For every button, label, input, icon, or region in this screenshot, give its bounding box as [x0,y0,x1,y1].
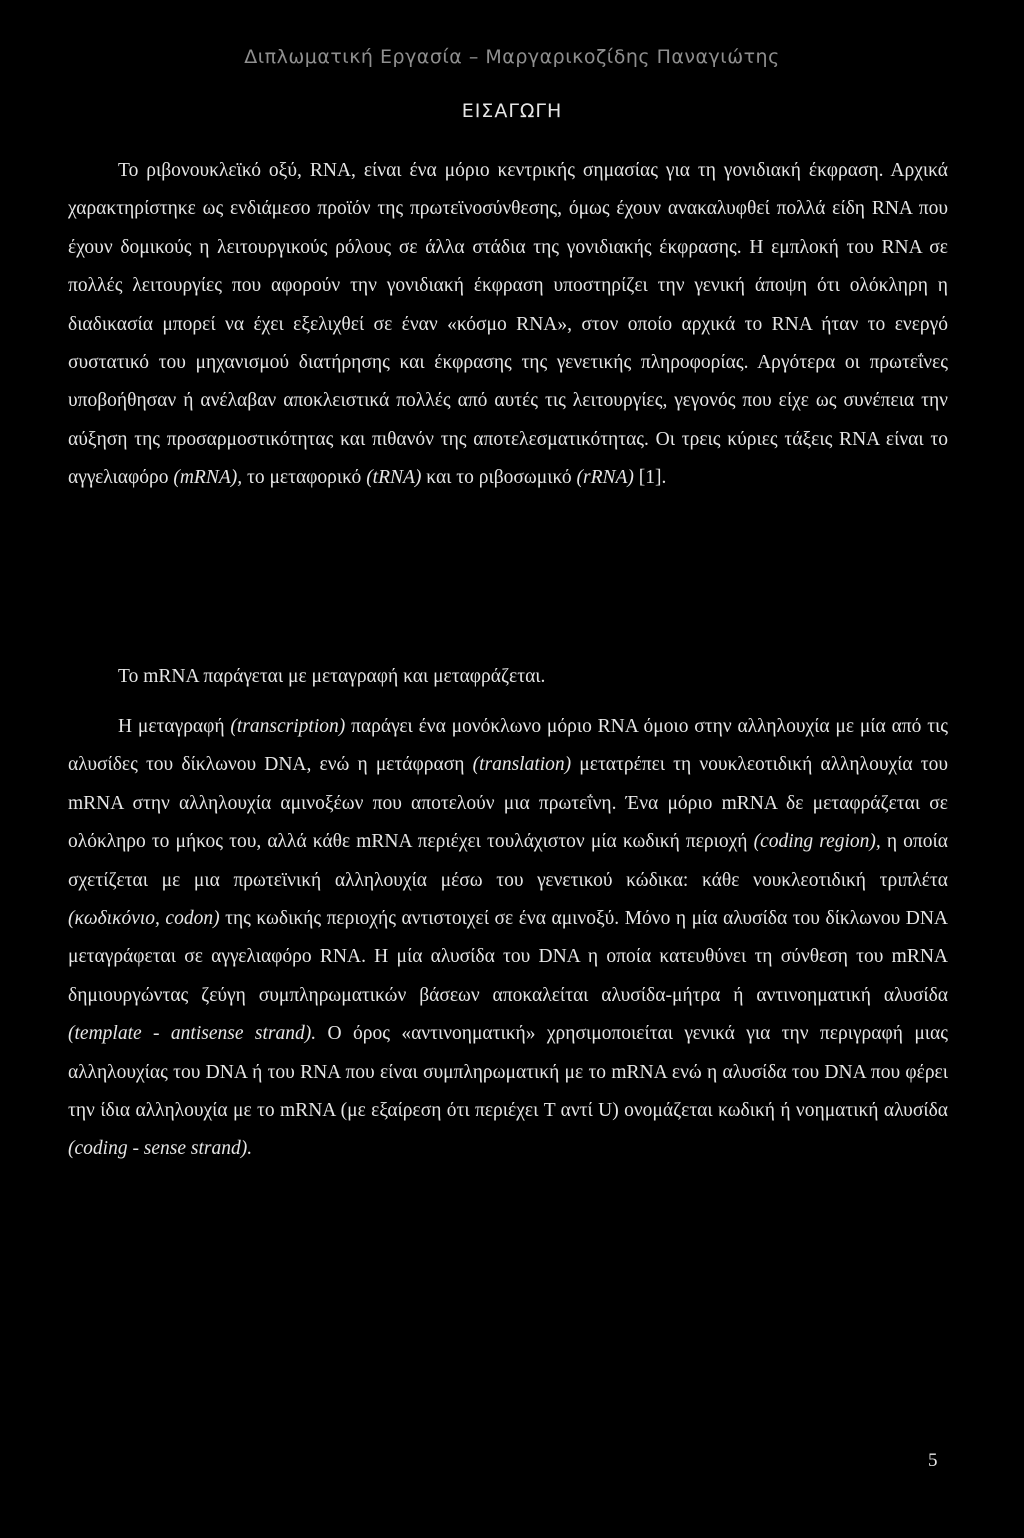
p2-text-6: Ο όρος «αντινοηματική» χρησιμοποιείται γενικά για την περιγραφή μιας αλληλουχίας του DNA ή του RNA που είναι συμπληρωματική με το mRNA ενώ η αλυσίδα του DNA που φέρει την ίδια αλληλουχία με το mRNA (με εξαίρεση ότι περιέχει T αντί U) ονομάζεται κωδική ή νοηματική αλυσίδα [68,1023,948,1122]
section-title: ΕΙΣΑΓΩΓΗ [461,100,563,122]
p2-text-1: Η μεταγραφή [118,716,231,737]
term-coding-region: (coding region), [753,831,881,853]
term-rrna: (rRNA) [576,467,634,489]
p1-text-2: το μεταφορικό [242,467,367,489]
p2-text-3: μετατρέπει τη νουκλεοτιδική αλληλουχία του mRNA στην αλληλουχία αμινοξέων που αποτελούν μια πρωτεΐνη. Ένα μόριο mRNA δε μεταφράζεται σε ολόκληρο το μήκος του, αλλά κάθε mRNA περιέχει τουλάχιστον μία κωδική περιοχή [68,754,948,853]
p2-text-2: παράγει ένα μονόκλωνο μόριο RNA όμοιο στην αλληλουχία με μία από τις αλυσίδες του δίκλωνου DNA, ενώ η μετάφραση [68,716,948,776]
term-codon: (κωδικόνιο, codon) [68,908,220,930]
term-translation: (translation) [472,754,572,776]
p1-text-3: και το ριβοσωμικό [421,467,577,489]
transcription-paragraph [68,708,948,1169]
term-mrna: (mRNA), [173,467,243,489]
running-header: Διπλωματική Εργασία – Μαργαρικοζίδης Παναγιώτης [244,46,780,68]
p1-text-1: Το ριβονουκλεϊκό οξύ, RNA, είναι ένα μόριο κεντρικής σημασίας για τη γονιδιακή έκφραση. Αρχικά χαρακτηρίστηκε ως ενδιάμεσο προϊόν της πρωτεϊνοσύνθεσης, όμως έχουν ανακαλυφθεί πολλά είδη RNA που έχουν δομικούς η λειτουργικούς ρόλους σε άλλα στάδια της γονιδιακής έκφρασης. Η εμπλοκή του RNA σε πολλές λειτουργίες που αφορούν την γονιδιακή έκφραση υποστηρίζει την γενική άποψη ότι ολόκληρη η διαδικασία μπορεί να έχει εξελιχθεί σε έναν «κόσμο RNA», στον οποίο αρχικά το RNA ήταν το ενεργό συστατικό του μηχανισμού διατήρησης και έκφρασης της γενετικής πληροφορίας. Αργότερα οι πρωτεΐνες υποβοήθησαν ή ανέλαβαν αποκλειστικά πολλές από αυτές τις λειτουργίες, γεγονός που είχε ως συνέπεια την αύξηση της προσαρμοστικότητας και πιθανόν της αποτελεσματικότητας. Οι τρεις κύριες τάξεις RNA είναι το αγγελιαφόρο [68,160,948,489]
p2-text-5: της κωδικής περιοχής αντιστοιχεί σε ένα αμινοξύ. Μόνο η μία αλυσίδα του δίκλωνου DNA μεταγράφεται σε αγγελιαφόρο RNA. Η μία αλυσίδα του DNA η οποία κατευθύνει τη σύνθεση του mRNA δημιουργώντας ζεύγη συμπληρωματικών βάσεων αποκαλείται αλυσίδα-μήτρα ή αντινοηματική αλυσίδα [68,908,949,1006]
p2-text-4: η οποία σχετίζεται με μια πρωτεϊνική αλληλουχία μέσω του γενετικού κώδικα: κάθε νουκλεοτιδική τριπλέτα [68,831,948,891]
subheading: Το mRNA παράγεται με μεταγραφή και μεταφράζεται. [118,666,546,687]
term-transcription: (transcription) [230,716,346,737]
citation-ref: [1]. [633,467,667,489]
term-template-strand: (template - antisense strand). [68,1023,317,1045]
page-number: 5 [928,1450,938,1471]
term-coding-sense-strand: (coding - sense strand). [68,1138,253,1160]
intro-paragraph [68,152,948,498]
term-trna: (tRNA) [366,467,422,489]
